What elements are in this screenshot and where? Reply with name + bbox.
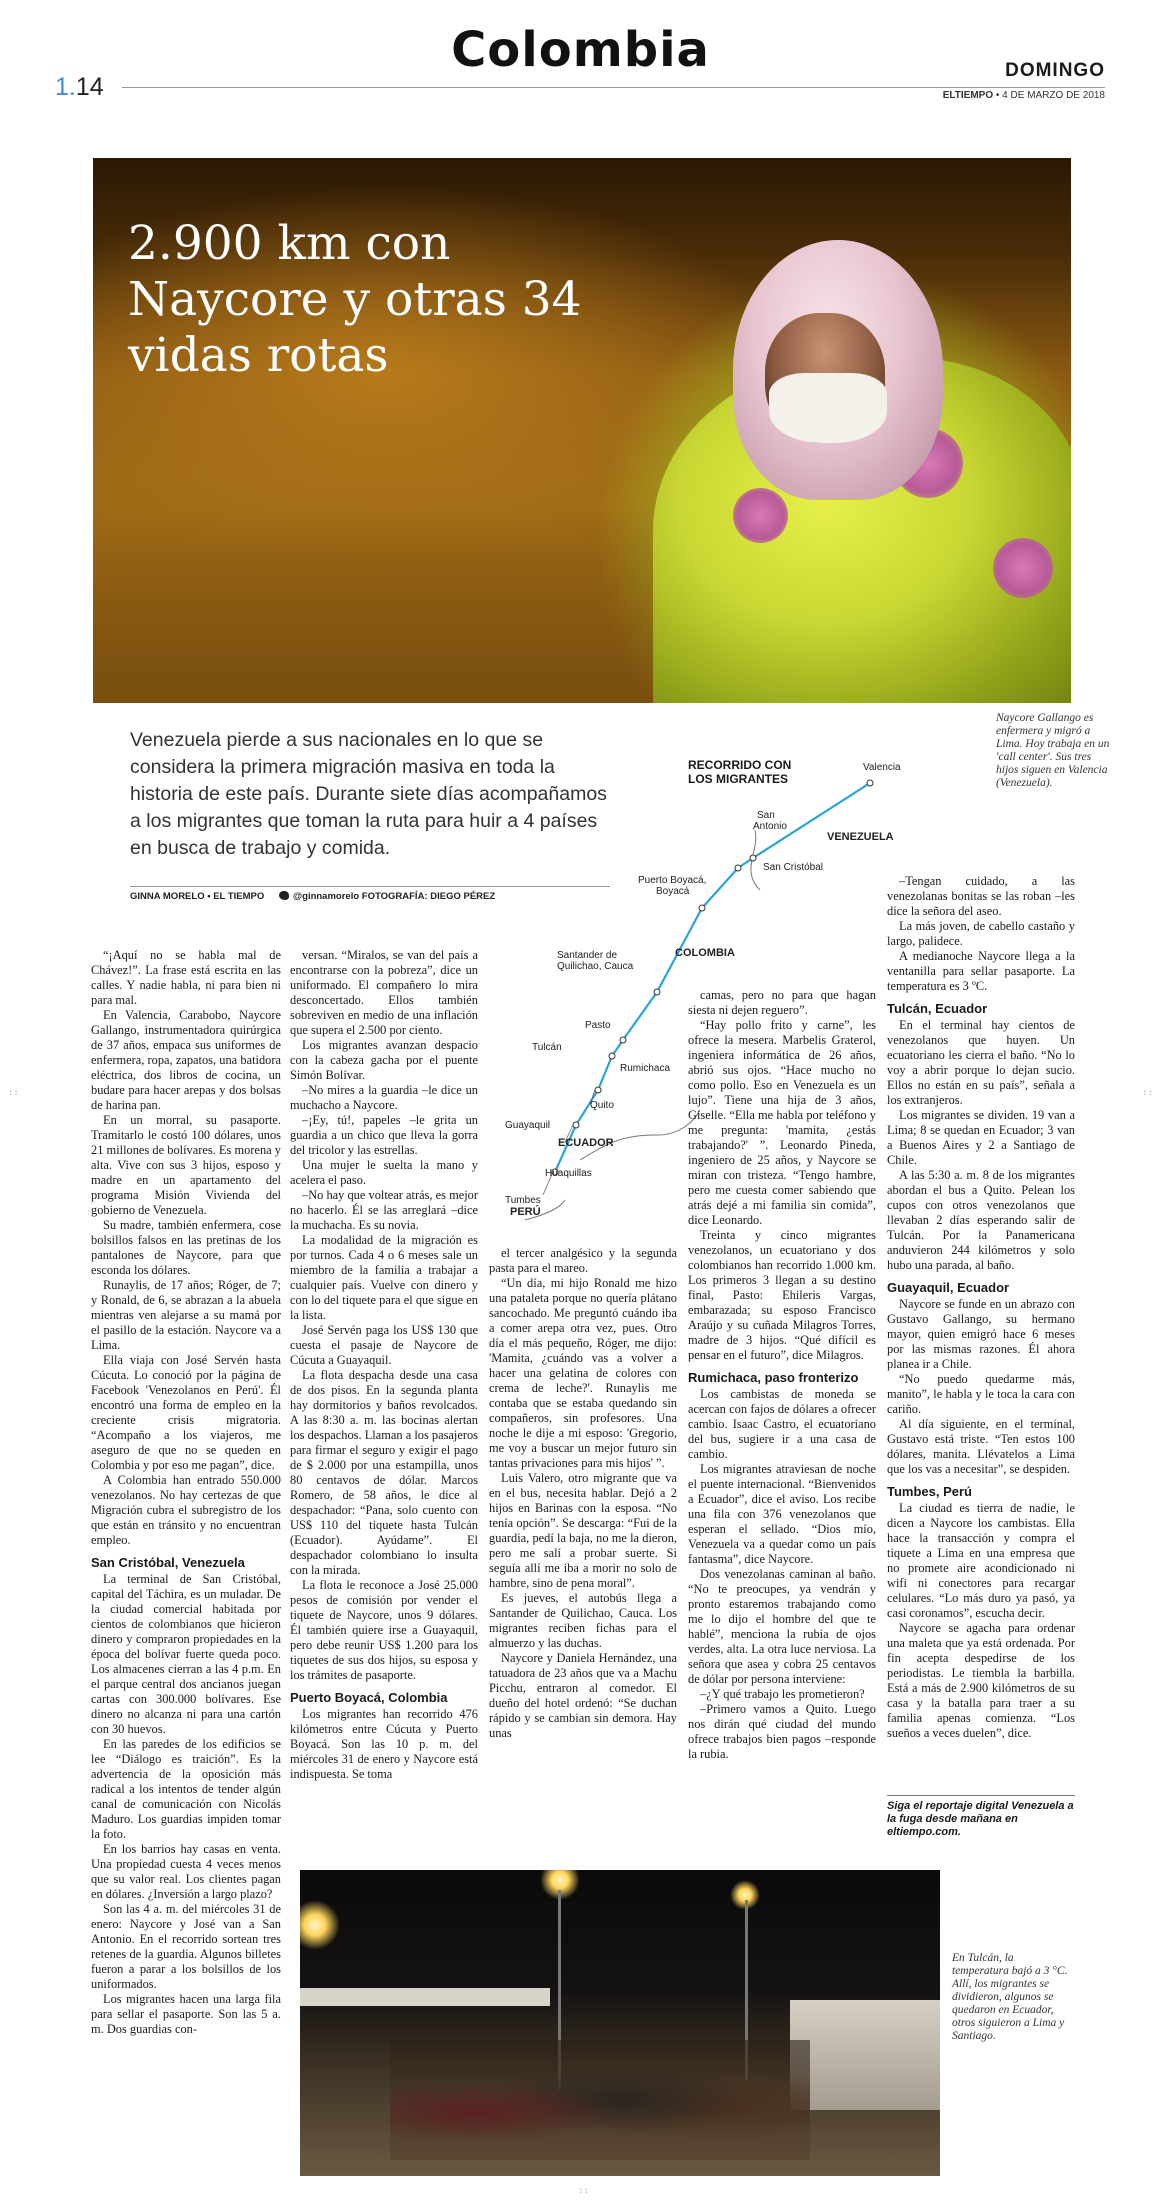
paragraph: Los cambistas de moneda se acercan con fajos de dólares a ofrecer cambio. Isaac Castro, el ecuatoriano del bus, sugiere ir a una casa de cambio. — [688, 1387, 876, 1461]
city-label-san-cristobal: San Cristóbal — [763, 862, 824, 873]
brand-name: ELTIEMPO — [942, 90, 994, 101]
hero-scarf — [769, 373, 887, 443]
paragraph: –No hay que voltear atrás, es mejor no hacerlo. Él se las arreglará –dice la muchacha. Es su novia. — [290, 1188, 478, 1232]
city-label-santander-1: Santander de — [557, 950, 618, 961]
paragraph: Los migrantes avanzan despacio con la cabeza gacha por el puente Simón Bolívar. — [290, 1038, 478, 1082]
migrant-crowd — [390, 2040, 810, 2160]
digital-promo: Siga el reportaje digital Venezuela a la fuga desde mañana en eltiempo.com. — [887, 1795, 1075, 1839]
article-column-4 — [688, 988, 876, 1762]
paragraph: Treinta y cinco migrantes venezolanos, un ecuatoriano y dos colombianos han recorrido 1.000 km. Los primeros 3 llegan a su destino final, Pasto: Ehileris Vargas, embarazada; su esposo Francisco Araújo y su cuñada Milagros Torres, madre de 3 hijos. “Qué difícil es pensar en el futuro”, dice Milagros. — [688, 1228, 876, 1362]
paragraph: Naycore se funde en un abrazo con Gustavo Gallango, su hermano mayor, quien emigró hace 6 meses por las mismas razones. Él ahora planea ir a Chile. — [887, 1297, 1075, 1371]
paragraph: –¡Ey, tú!, papeles –le grita un guardia a un chico que lleva la gorra del tricolor y las estrellas. — [290, 1113, 478, 1157]
dateline — [943, 90, 1105, 101]
subhead: Tumbes, Perú — [887, 1484, 973, 1499]
border-line — [580, 1110, 700, 1160]
paragraph: La flota le reconoce a José 25.000 pesos de comisión por vender el tiquete de Naycore, unos 9 dólares. Él también quiere irse a Guayaquil, pero debe reunir US$ 1.200 para los tiquetes de sus dos hijos, su esposa y los trámites de pasaporte. — [290, 1578, 478, 1682]
paragraph: “Hay pollo frito y carne”, les ofrece la mesera. Marbelis Graterol, ingeniera informática de 26 años, abrió sus ojos. “Hace mucho no como pollo. Eso en Venezuela es un lujo”. Tiene una hija de 3 años, Giselle. “Ella me habla por teléfono y me pregunta: 'mamita, ¿estás trabajando?' ”. Leonardo Pineda, ingeniero de 25 años, y Naycore se miran con tristeza. “Tengo hambre, pero me cuesta comer sabiendo que atrás dejé a mi familia sin comida”, dice Leonardo. — [688, 1018, 876, 1227]
city-label-quito: Quito — [590, 1100, 614, 1111]
hero-caption: Naycore Gallango es enfermera y migró a Lima. Hoy trabaja en un 'call center'. Sus tres hijos siguen en Valencia (Venezuela). — [996, 712, 1110, 789]
country-label-ecuador: ECUADOR — [558, 1137, 614, 1149]
paragraph: Naycore y Daniela Hernández, una tatuadora de 23 años que va a Machu Picchu, entraron al comedor. El dueño del hotel ordenó: “Se duchan rápido y se cambian sin demora. Hay unas — [489, 1651, 677, 1740]
article-column-2 — [290, 948, 478, 1782]
paragraph: Es jueves, el autobús llega a Santander de Quilichao, Cauca. Los migrantes reciben fichas para el almuerzo y las duchas. — [489, 1591, 677, 1650]
city-label-huaquillas: Huaquillas — [545, 1168, 592, 1179]
paragraph: En el terminal hay cientos de venezolanos que huyen. Un ecuatoriano les cierra el baño. “No lo voy a abrir porque lo dejan sucio. Ellos no están en su país”, señala a los extranjeros. — [887, 1018, 1075, 1107]
paragraph: La flota despacha desde una casa de dos pisos. En la segunda planta hay dormitorios y baños revolcados. A las 8:30 a. m. las bocinas alertan los despachos. Llaman a los pasajeros para firmar el seguro y exigir el pago de $ 2.000 por una estampilla, unos 80 centavos de dólar. Marcos Romero, de 58 años, le dice al despachador: “Pana, solo cuento con US$ 110 del tiquete hasta Tulcán (Ecuador). Ayúdame”. El despachador colombiano lo insulta con la mirada. — [290, 1368, 478, 1577]
street-light — [300, 1900, 340, 1950]
city-label-pasto: Pasto — [585, 1020, 611, 1031]
paragraph: Al día siguiente, en el terminal, Gustavo está triste. “Ten estos 100 dólares, manita. Llévatelos a Lima que los vas a necesitar”, se despiden. — [887, 1417, 1075, 1476]
country-label-venezuela: VENEZUELA — [827, 831, 894, 843]
city-label-santander-2: Quilichao, Cauca — [557, 961, 634, 972]
paragraph: Los migrantes se dividen. 19 van a Lima; 8 se quedan en Ecuador; 3 van a Buenos Aires y 2 a Santiago de Chile. — [887, 1108, 1075, 1167]
article-column-5 — [887, 874, 1075, 1741]
registration-mark: :: — [1142, 1088, 1153, 1098]
city-marker — [750, 855, 756, 861]
paragraph: el tercer analgésico y la segunda pasta para el mareo. — [489, 1246, 677, 1275]
subhead: San Cristóbal, Venezuela — [91, 1555, 245, 1570]
city-marker — [609, 1053, 615, 1059]
city-label-rumichaca: Rumichaca — [620, 1063, 671, 1074]
paragraph: Dos venezolanas caminan al baño. “No te preocupes, ya vendrán y pronto estaremos trabajando como me lo dijo el hombre del que te hablé”, menciona la rubia de ojos verdes, alta. La otra luce nerviosa. La señora que asea y cobra 25 centavos de dólar por persona interviene: — [688, 1567, 876, 1686]
paragraph: versan. “Miralos, se van del país a encontrarse con la pobreza”, dice un uniformado. El compañero lo mira desconcertado. Ellos también sobreviven en medio de una inflación que supera el 2.500 por ciento. — [290, 948, 478, 1037]
paragraph: Ella viaja con José Servén hasta Cúcuta. Lo conoció por la página de Facebook 'Venezolanos en Perú'. Él encontró una forma de empleo en la creciente crisis migratoria. “Acompaño a los viajeros, me aseguro de que no se queden en Colombia y por eso me pagan”, dice. — [91, 1353, 281, 1472]
paragraph: La más joven, de cabello castaño y largo, palidece. — [887, 919, 1075, 948]
paragraph: “No puedo quedarme más, manito”, le habla y le toca la cara con cariño. — [887, 1372, 1075, 1416]
paragraph: Su madre, también enfermera, cose bolsillos falsos en las pretinas de los pantalones de Naycore, para que esconda los dólares. — [91, 1218, 281, 1277]
paragraph: Naycore se agacha para ordenar una maleta que ya está ordenada. Por fin acepta despedirse de los periodistas. Le tiembla la barbilla. Está a más de 2.900 kilómetros de su casa y la batalla para traer a su familia apenas comienza. “Los sueños a veces duelen”, dice. — [887, 1621, 1075, 1740]
paragraph: –¿Y qué trabajo les prometieron? — [700, 1687, 865, 1701]
city-marker — [867, 780, 873, 786]
tulcan-photo — [300, 1870, 940, 2176]
paragraph: En los barrios hay casas en venta. Una propiedad cuesta 4 veces menos que su valor real. Los clientes pagan en dólares. ¿Inversión a largo plazo? — [91, 1842, 281, 1901]
paragraph: Los migrantes han recorrido 476 kilómetros entre Cúcuta y Puerto Boyacá. Son las 10 p. m. del miércoles 31 de enero y Naycore está indispuesta. Se toma — [290, 1707, 478, 1781]
page-prefix: 1. — [55, 73, 76, 101]
paragraph: La modalidad de la migración es por turnos. Cada 4 o 6 meses sale un miembro de la familia a trabajar a cualquier país. Vuelve con dinero y con lo del tiquete para el que sigue en la lista. — [290, 1233, 478, 1322]
paragraph: A las 5:30 a. m. 8 de los migrantes abordan el bus a Quito. Pelean los cupos con otros venezolanos que llevaban 2 días esperando salir de Tulcán. Por la Panamericana anduvieron 244 kilómetros y solo hubo una parada, al baño. — [887, 1168, 1075, 1272]
paragraph: En un morral, su pasaporte. Tramitarlo le costó 100 dólares, unos 21 millones de bolívares. Es morena y alta. Vive con sus 3 hijos, esposo y madre en un apartamento del programa Misión Vivienda del gobierno de Venezuela. — [91, 1113, 281, 1217]
city-label-san-antonio-1: San — [757, 810, 775, 821]
paragraph: –Tengan cuidado, a las venezolanas bonitas se las roban –les dice la señora del aseo. — [887, 874, 1075, 918]
city-marker — [699, 905, 705, 911]
byline-twitter: @ginnamorelo — [292, 891, 360, 902]
hero-flower — [733, 488, 788, 543]
paragraph: Los migrantes atraviesan de noche el puente internacional. “Bienvenidos a Ecuador”, dice el aviso. Los recibe una fila con 376 venezolanos que esperan el sellado. “Dios mío, Venezuela va a quedar como un país fantasma”, dice Naycore. — [688, 1462, 876, 1566]
subhead: Rumichaca, paso fronterizo — [688, 1370, 859, 1385]
terminal-roof — [300, 1988, 550, 2006]
registration-mark: :: — [578, 2186, 589, 2196]
city-label-tulcan: Tulcán — [532, 1042, 562, 1053]
deck: Venezuela pierde a sus nacionales en lo que se considera la primera migración masiva en toda la historia de este país. Durante siete días acompañamos a los migrantes que toman la ruta para huir a 4 países en busca de trabajo y comida. — [130, 729, 607, 859]
paragraph: camas, pero no para que hagan siesta ni dejen reguero”. — [688, 988, 876, 1017]
map-title — [688, 758, 791, 786]
registration-mark: :: — [8, 1088, 19, 1098]
page-number-value: 14 — [75, 73, 104, 101]
article-column-3 — [489, 1246, 677, 1741]
article-column-1 — [91, 948, 281, 2037]
paragraph: A medianoche Naycore llega a la ventanilla para sellar pasaporte. La temperatura es 3 ºC. — [887, 949, 1075, 993]
section-title: Colombia — [451, 22, 710, 78]
day-label: DOMINGO — [1005, 60, 1105, 81]
city-marker — [654, 989, 660, 995]
paragraph: En las paredes de los edificios se lee “Diálogo es traición”. Es la advertencia de la oposición más radical a los intentos de tender algún canal de comunicación con Nicolás Maduro. Los guardias impiden tomar la foto. — [91, 1737, 281, 1841]
header-rule — [122, 87, 1105, 88]
paragraph: En Valencia, Carabobo, Naycore Gallango, instrumentadora quirúrgica de 37 años, empaca sus uniformes de enfermera, ropa, zapatos, una batidora eléctrica, dos libros de cocina, un budare para hacer arepas y dos bolsas de harina pan. — [91, 1008, 281, 1112]
subhead: Guayaquil, Ecuador — [887, 1280, 1010, 1295]
paragraph: La ciudad es tierra de nadie, le dicen a Naycore los cambistas. Ella hace la transacción y compra el tiquete a Lima en una empresa que no promete aire acondicionado ni wifi ni conectores para recargar celulares. “Lo más duro ya pasó, ya casi coronamos”, escucha decir. — [887, 1501, 1075, 1620]
bus — [790, 2000, 940, 2110]
paragraph: Una mujer le suelta la mano y acelera el paso. — [290, 1158, 478, 1187]
hero-photo — [93, 158, 1071, 703]
paragraph: Runaylis, de 17 años; Róger, de 7; y Ronald, de 6, se abrazan a la abuela mientras ven alejarse a su mamá por el pasillo de la estación. Naycore va a Lima. — [91, 1278, 281, 1352]
city-label-guayaquil: Guayaquil — [505, 1120, 551, 1131]
city-marker — [573, 1122, 579, 1128]
city-marker — [595, 1087, 601, 1093]
country-label-peru: PERÚ — [510, 1206, 541, 1218]
byline-photo: FOTOGRAFÍA: DIEGO PÉREZ — [361, 891, 496, 902]
photo2-caption: En Tulcán, la temperatura bajó a 3 °C. Allí, los migrantes se dividieron, algunos se quedaron en Ecuador, otros siguieron a Lima y Santiago. — [952, 1952, 1068, 2042]
city-marker — [620, 1037, 626, 1043]
paragraph: Luis Valero, otro migrante que va en el bus, necesita hablar. Dejó a 2 hijos en Barinas con la esposa. “No tenía opción”. Se descarga: “Fui de la guardia, pedí la baja, no me la dieron, pero me salí a probar suerte. Si seguía allí me iba a morir no solo de hambre, sino de pena moral”. — [489, 1471, 677, 1590]
paragraph: –Primero vamos a Quito. Luego nos dirán qué ciudad del mundo ofrece trabajos bien pagos –responde la rubia. — [688, 1702, 876, 1761]
subhead: Puerto Boyacá, Colombia — [290, 1690, 448, 1705]
paragraph: Son las 4 a. m. del miércoles 31 de enero: Naycore y José van a San Antonio. En el recorrido sortean tres retenes de la guardia. Algunos billetes fueron a parar a los bolsillos de los uniformados. — [91, 1902, 281, 1991]
paragraph: “¡Aquí no se habla mal de Chávez!”. La frase está escrita en las calles. Y nadie habla, ni para bien ni para mal. — [91, 948, 281, 1007]
city-label-san-antonio-2: Antonio — [753, 821, 787, 832]
twitter-icon — [279, 891, 289, 900]
map-title-line2: LOS MIGRANTES — [688, 772, 789, 786]
date-text: • 4 DE MARZO DE 2018 — [995, 90, 1105, 101]
city-label-valencia: Valencia — [863, 762, 901, 773]
city-label-puerto-boyaca-2: Boyacá — [656, 886, 690, 897]
city-label-puerto-boyaca-1: Puerto Boyacá, — [638, 875, 707, 886]
paragraph: –No mires a la guardia –le dice un muchacho a Naycore. — [290, 1083, 478, 1112]
byline-author: GINNA MORELO • EL TIEMPO — [130, 891, 265, 902]
paragraph: José Servén paga los US$ 130 que cuesta el pasaje de Naycore de Cúcuta a Guayaquil. — [290, 1323, 478, 1367]
paragraph: Los migrantes hacen una larga fila para sellar el pasaporte. Son las 5 a. m. Dos guardias con- — [91, 1992, 281, 2036]
city-label-tumbes: Tumbes — [505, 1195, 541, 1206]
city-marker — [735, 865, 741, 871]
paragraph: “Un día, mi hijo Ronald me hizo una pataleta porque no quería plátano sancochado. Me preguntó cuándo iba a comer arepa otra vez, pues. Otro día el más pequeño, Róger, me dijo: 'Mamita, ¿cuándo vas a volver a hacer una gelatina de colores con crema de leche?'. Runaylis me contaba que se estaba quedando sin compañeros, sin profesores. Una noche le dije a mi esposo: 'Gregorio, me voy a buscar un mejor futuro sin tantas privaciones para mis hijos' ”. — [489, 1276, 677, 1470]
paragraph: A Colombia han entrado 550.000 venezolanos. No hay certezas de que Migración cubra el subregistro de los que están en tránsito y no encuentran empleo. — [91, 1473, 281, 1547]
hero-flower — [993, 538, 1053, 598]
headline: 2.900 km con Naycore y otras 34 vidas rotas — [128, 216, 582, 383]
country-label-colombia: COLOMBIA — [675, 947, 735, 959]
subhead: Tulcán, Ecuador — [887, 1001, 988, 1016]
paragraph: La terminal de San Cristóbal, capital del Táchira, es un muladar. De la ciudad comercial habitada por cientos de colombianos que hicieron dinero y compraron propiedades en la época del bolívar fuerte queda poco. Los almacenes cierran a las 4 p.m. En el parque central dos ancianos juegan cartas con 300.000 bolívares. Ese dinero no alcanza ni para una cartón con 30 huevos. — [91, 1572, 281, 1736]
map-title-line1: RECORRIDO CON — [688, 758, 792, 772]
